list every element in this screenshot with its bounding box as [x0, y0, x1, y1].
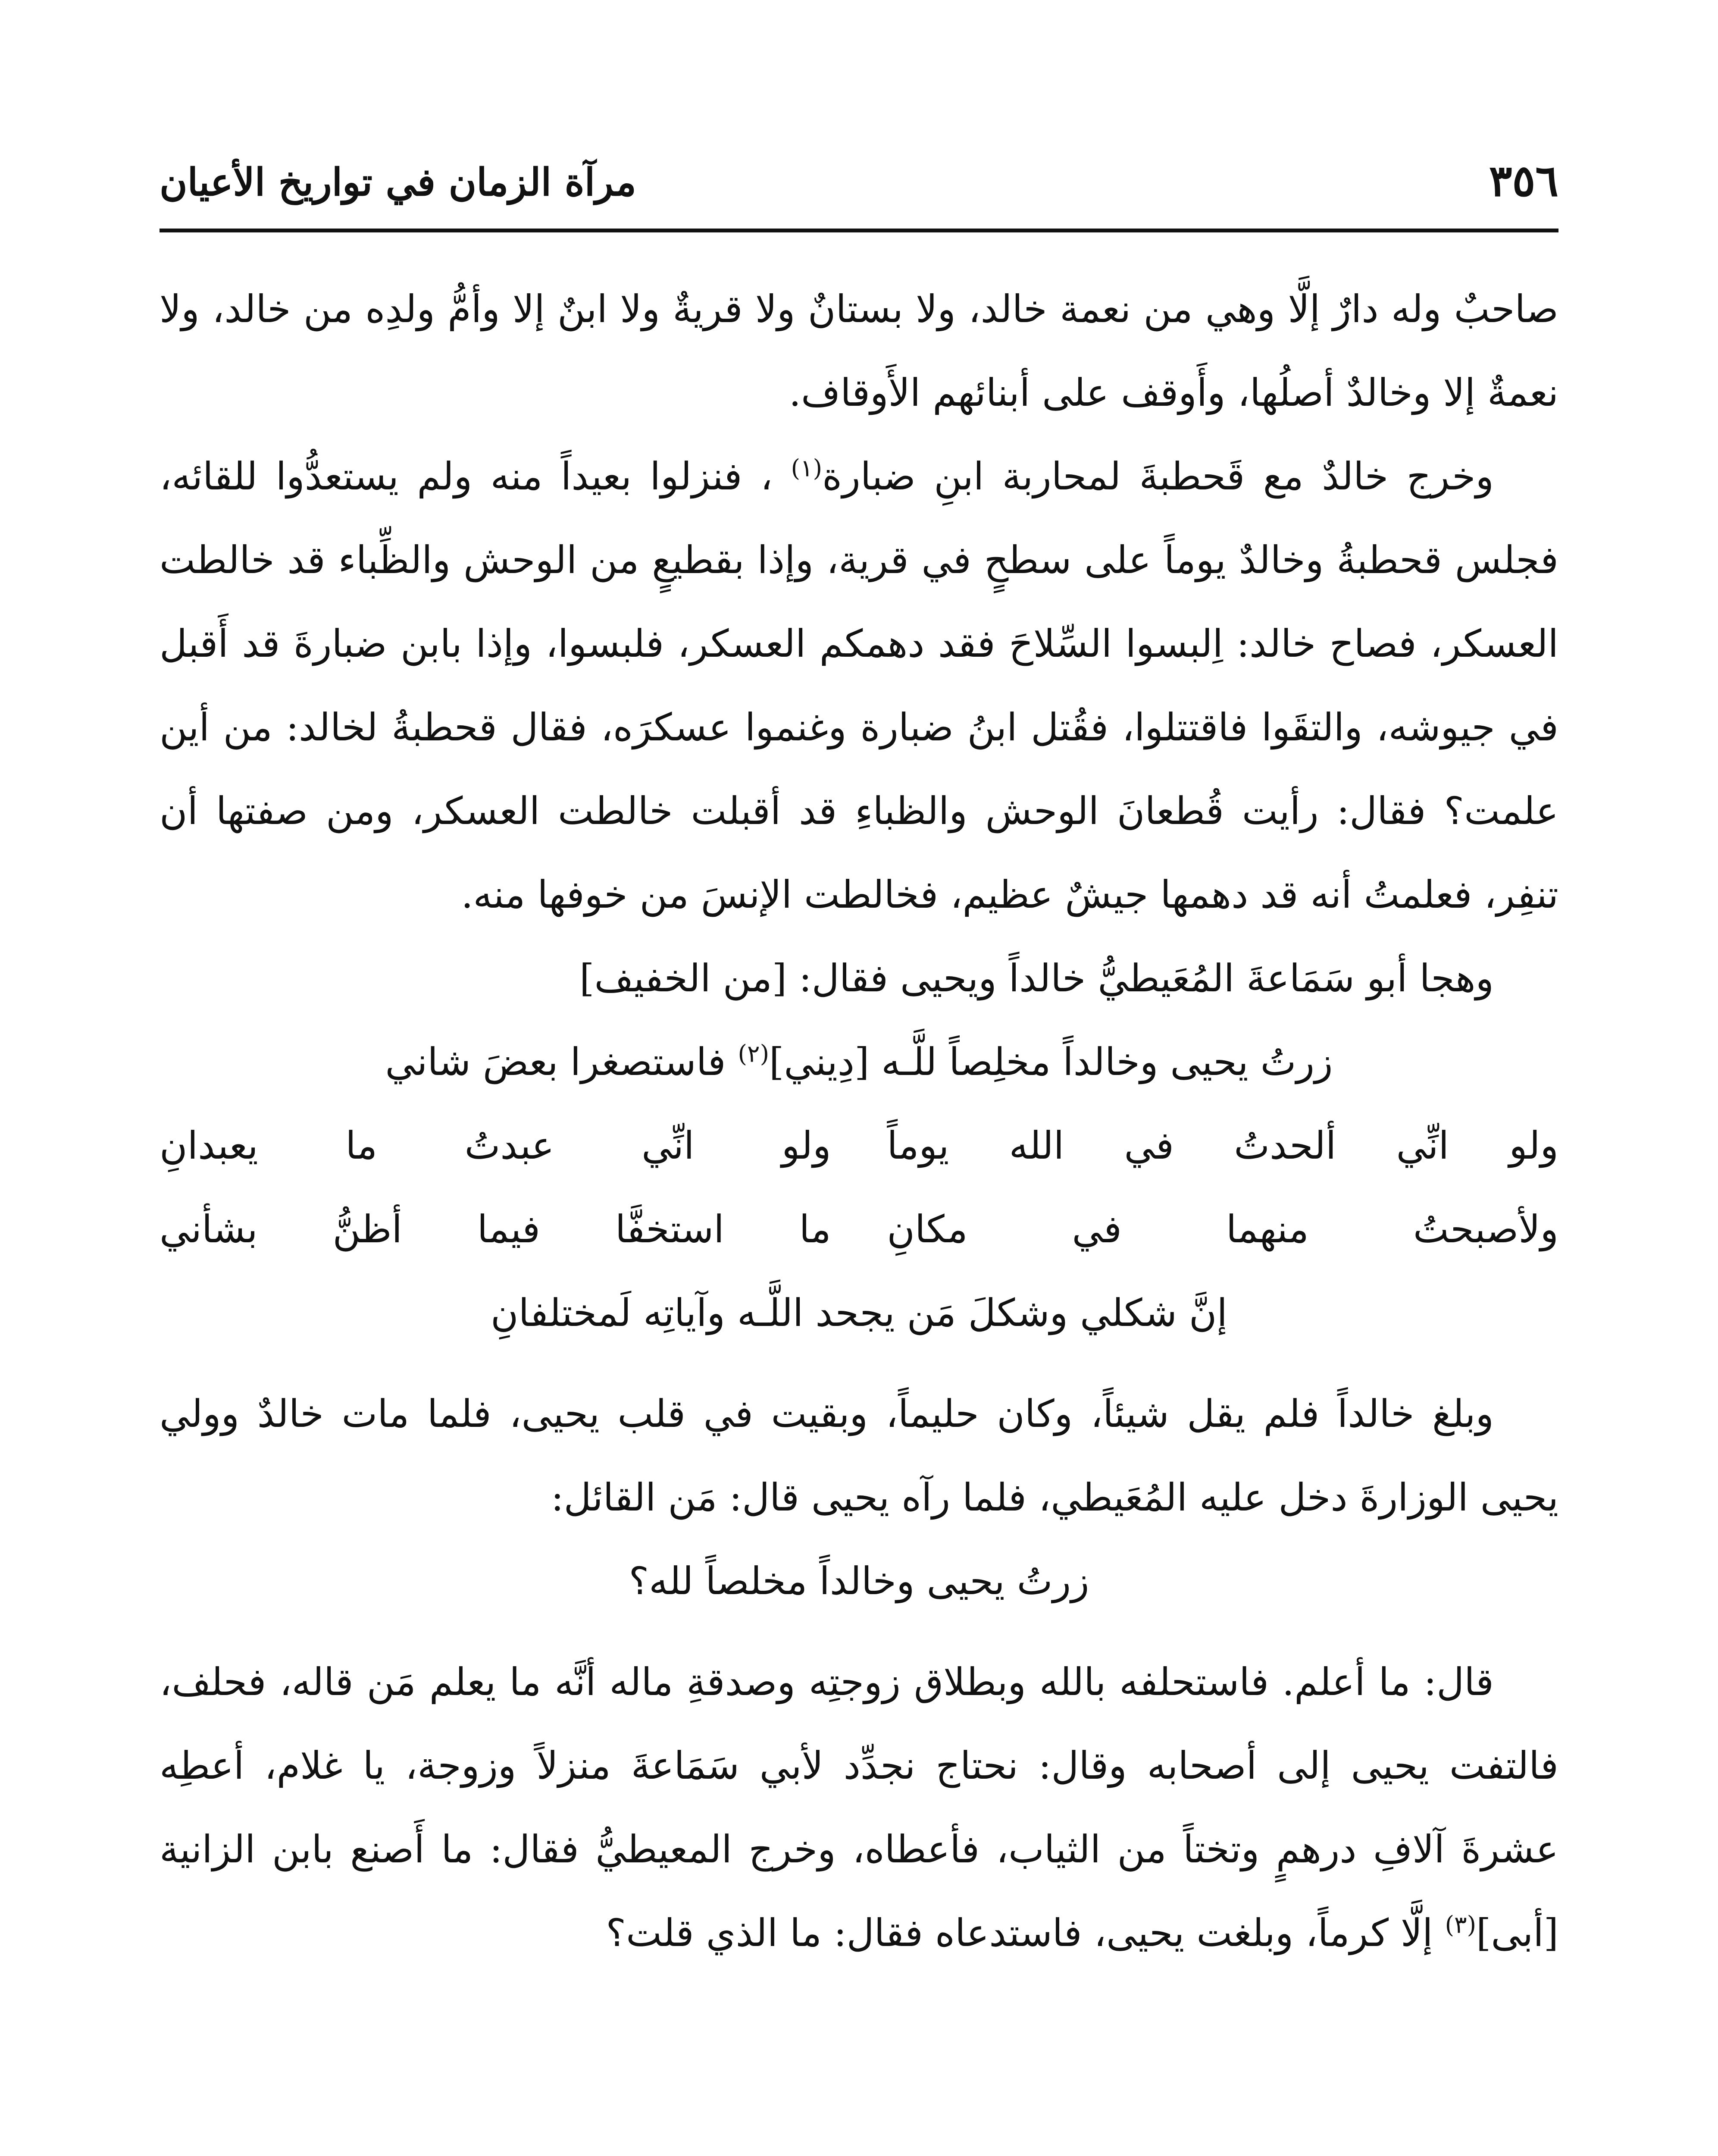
main-text — [160, 267, 1558, 1975]
running-title: مرآة الزمان في تواريخ الأعيان — [160, 160, 636, 204]
page-number: ٣٥٦ — [1489, 155, 1558, 206]
paragraph — [160, 435, 1558, 937]
footnote-marker: (٣) — [1445, 1911, 1477, 1939]
poem-couplet — [160, 1188, 1558, 1271]
paragraph: وبلغ خالداً فلم يقل شيئاً، وكان حليماً، وبقيت في قلب يحيى، فلما مات خالدٌ وولي يحيى الوزارةَ دخل عليه المُعَيطي، فلما رآه يحيى قال: مَن القائل: — [160, 1391, 1558, 1520]
paragraph-text: ، فنزلوا بعيداً منه ولم يستعدُّوا للقائه، فجلس قحطبةُ وخالدٌ يوماً على سطحٍ في قرية، وإذا بقطيعٍ من الوحش والظِّباء قد خالطت العسكر، فصاح خالد: اِلبسوا السِّلاحَ فقد دهمكم العسكر، فلبسوا، وإذا بابن ضبارةَ قد أَقبل في جيوشه، والتقَوا فاقتتلوا، فقُتل ابنُ ضبارة وغنموا عسكرَه، فقال قحطبةُ لخالد: من أين علمت؟ فقال: رأيت قُطعانَ الوحش والظباءِ قد أقبلت خالطت العسكر، ومن صفتها أن تنفِر، فعلمتُ أنه قد دهمها جيشٌ عظيم، فخالطت الإنسَ من خوفها منه. — [160, 454, 1559, 917]
paragraph-text: إلَّا كرماً، وبلغت يحيى، فاستدعاه فقال: ما الذي قلت؟ — [606, 1911, 1445, 1955]
poem-hemistich: ولو انِّي ألحدتُ في الله يوماً — [887, 1123, 1558, 1168]
paragraph: صاحبٌ وله دارٌ إلَّا وهي من نعمة خالد، ولا بستانٌ ولا قريةٌ ولا ابنٌ إلا وأمُّ ولدِه من خالد، ولا نعمةٌ إلا وخالدٌ أصلُها، وأَوقف على أبنائهم الأَوقاف. — [160, 287, 1558, 415]
poem-hemistich: ولو انِّي عبدتُ ما يعبدانِ — [160, 1123, 831, 1168]
footnote-marker: (١) — [791, 454, 823, 482]
quoted-verse: زرتُ يحيى وخالداً مخلصاً لله؟ — [629, 1559, 1089, 1603]
poem-text: فاستصغرا بعضَ شاني — [385, 1040, 738, 1084]
paragraph-text: قال: ما أعلم. فاستحلفه بالله وبطلاق زوجتِه وصدقةِ ماله أنَّه ما يعلم مَن قاله، فحلف، فالتفت يحيى إلى أصحابه وقال: نحتاج نجدِّد لأبي سَمَاعةَ منزلاً وزوجة، يا غلام، أعطِه عشرةَ آلافِ درهمٍ وتختاً من الثياب، فأعطاه، وخرج المعيطيُّ فقال: ما أَصنع بابن الزانية [أبى] — [160, 1660, 1558, 1955]
poem-couplet — [160, 1104, 1558, 1188]
poem-line: إنَّ شكلي وشكلَ مَن يجحد اللَّـه وآياتِه لَمختلفانِ — [491, 1291, 1227, 1335]
page-header — [160, 147, 1558, 232]
poem-hemistich: ولأصبحتُ منهما في مكانِ — [887, 1207, 1558, 1251]
poem-text: زرتُ يحيى وخالداً مخلِصاً للَّـه [دِيني] — [769, 1040, 1333, 1084]
paragraph-text: وخرج خالدٌ مع قَحطبةَ لمحاربة ابنِ ضبارة — [822, 454, 1494, 498]
paragraph — [160, 1640, 1558, 1975]
poem-hemistich: ما استخفَّا فيما أظنُّ بشأني — [160, 1207, 831, 1251]
poem — [160, 1020, 1558, 1355]
paragraph: وهجا أبو سَمَاعةَ المُعَيطيُّ خالداً ويحيى فقال: [من الخفيف] — [579, 956, 1494, 1000]
poem-line — [160, 1020, 1558, 1104]
footnote-marker: (٢) — [738, 1040, 770, 1068]
